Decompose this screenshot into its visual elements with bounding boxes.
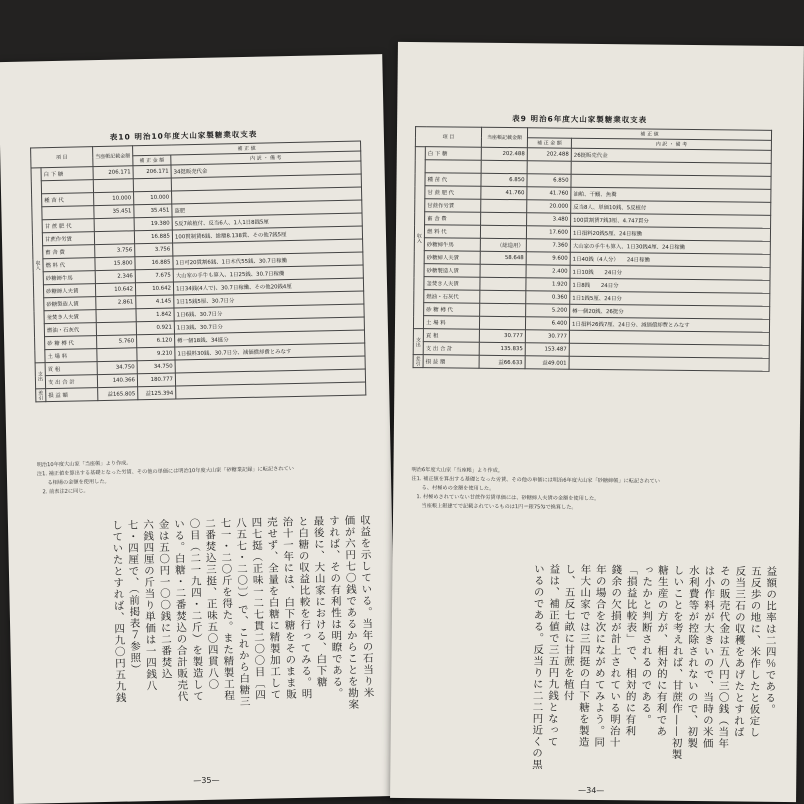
original-amount-cell: 10.642 (95, 283, 135, 297)
table-row (413, 355, 769, 372)
text-column: と白糖の収益比較を行ってみる。明 (296, 515, 313, 700)
item-cell: 砂糖締牛馬 (424, 238, 480, 252)
table-note: 1. 村極めされていない甘蔗作労賃単価には、砂糖締人夫賃の金額を使用した。 (411, 494, 600, 503)
original-amount-cell: 3.756 (95, 244, 135, 258)
text-column: 四七挺（正味一二七貫二〇〇目〔四 (250, 516, 267, 701)
corrected-amount-cell: 17.600 (526, 226, 570, 239)
table-note: る、村極めの金額を使用した。 (411, 485, 495, 492)
original-amount-cell: 15.800 (95, 257, 135, 271)
corrected-amount-cell: 30.777 (525, 330, 569, 343)
item-cell: 白 下 糖 (425, 147, 481, 161)
text-column: いるのである。反当りに二二円近くの黒 (530, 563, 546, 771)
header-breakdown: 内 訳 ・ 備 考 (171, 151, 361, 165)
original-amount-cell: 益66.633 (479, 355, 525, 368)
header-corrected: 補 正 金 額 (133, 155, 171, 166)
breakdown-cell (569, 356, 769, 371)
breakdown-cell: 5反7畝植付、反当6人、1人1日8銭5厘 (172, 213, 362, 230)
original-amount-cell: 41.760 (481, 186, 527, 199)
original-amount-cell: 5.760 (97, 335, 137, 349)
original-amount-cell (97, 348, 137, 362)
original-amount-cell (480, 290, 526, 303)
item-cell: 支 出 合 計 (423, 342, 479, 356)
text-column: 六銭四厘の斤当り単価は一四銭八 (141, 518, 158, 692)
item-cell: 砂糖締人夫賃 (43, 284, 95, 298)
corrected-amount-cell: 6.850 (527, 174, 571, 187)
corrected-amount-cell: 20.000 (527, 200, 571, 213)
corrected-amount-cell: 16.885 (134, 230, 172, 244)
item-cell: 損 益 額 (46, 388, 98, 402)
table-note: 明治6年度大山家「当座帳」より作成。 (411, 467, 504, 475)
corrected-amount-cell: 16.885 (135, 256, 173, 270)
corrected-amount-cell: 4.145 (136, 295, 174, 309)
corrected-amount-cell: 益49.001 (525, 356, 569, 369)
item-cell: 貢 租 (423, 329, 479, 343)
breakdown-cell: 34挺販売代金 (171, 161, 361, 178)
text-column: 最後に、大山家における、白下糖 (312, 515, 328, 689)
header-breakdown: 内 訳 ・ 備 考 (571, 138, 771, 150)
table-note: 2. 前表注2に同じ。 (37, 488, 89, 496)
left-page (0, 54, 398, 804)
original-amount-cell: 135.835 (479, 342, 525, 355)
text-column: は小作料が大きいので、当時の米価 (701, 565, 716, 750)
text-column: 八五七・二〇〕）で、これから白糖三 (234, 516, 251, 708)
header-item: 項 目 (415, 127, 481, 148)
corrected-amount-cell: 5.200 (526, 304, 570, 317)
breakdown-cell: 樽一個20銭、26挺分 (570, 304, 770, 319)
table-note: 注1. 補正値を算出する基礎となった労賃、その他の単価には明治6年度大山家「砂糖締帳」に転記されてい (411, 476, 660, 485)
breakdown-cell: 1日10銭 24日分 (570, 265, 770, 280)
header-corrected: 補 正 金 額 (527, 138, 571, 148)
text-column: 価が六円七〇銭であるからことを勘案 (343, 514, 360, 711)
item-cell (425, 160, 481, 174)
breakdown-cell: 大山家の手牛も算入、1日30銭4厘、24日稼働 (570, 239, 770, 254)
corrected-amount-cell: 3.480 (527, 213, 571, 226)
breakdown-cell: 1日損料20銭5厘、24日稼働 (570, 226, 770, 241)
breakdown-cell: 1日15銭5厘、30.7日分 (174, 291, 364, 308)
item-cell: 砂糖締人夫賃 (424, 251, 480, 265)
corrected-amount-cell: 3.756 (135, 243, 173, 257)
item-cell: 甘 蔗 肥 代 (425, 186, 481, 200)
item-cell: 砂糖製造人賃 (44, 297, 96, 311)
corrected-amount-cell: 202.488 (527, 148, 571, 161)
category-cell: 支出 (413, 329, 423, 355)
corrected-amount-cell: 10.642 (135, 282, 173, 296)
breakdown-cell: 1日損料26銭7厘、24日分、減価償却費とみなす (569, 317, 769, 332)
original-amount-cell (480, 225, 526, 238)
item-cell: 釜焚き人夫賃 (424, 277, 480, 291)
text-column: 「損益比較表」で、相対的に有利 (624, 564, 639, 737)
item-cell: 甘蔗作労賃 (425, 199, 481, 213)
breakdown-cell (176, 382, 366, 399)
corrected-amount-cell: 6.120 (137, 334, 175, 348)
original-amount-cell: 2.861 (96, 296, 136, 310)
corrected-amount-cell: 0.921 (136, 321, 174, 335)
body-text (111, 514, 374, 739)
breakdown-cell: 1日可20貫割6銭、1日木代55銭、30.7日稼働 (173, 252, 363, 269)
accounting-table (413, 126, 773, 372)
original-amount-cell: 2.346 (95, 270, 135, 284)
body-text (530, 563, 778, 771)
table-title: 表9 明治6年度大山家製糖業収支表 (512, 114, 648, 125)
item-cell: 種 苗 代 (42, 193, 94, 207)
category-cell: 差引 (36, 389, 46, 402)
item-cell: 畜 舎 費 (43, 245, 95, 259)
text-column: 七・四厘で、（前掲表７参照） (126, 519, 142, 676)
breakdown-cell: 1日8銭 24日分 (570, 278, 770, 293)
text-column: 錢余の欠損が計上されている明治十 (608, 564, 623, 749)
item-cell: 燃油・石灰代 (44, 323, 96, 337)
corrected-amount-cell: 10.000 (134, 191, 172, 205)
item-cell: 損 益 額 (423, 355, 479, 369)
original-amount-cell (479, 316, 525, 329)
text-column: すれば、その有利性は明瞭である。 (327, 515, 344, 700)
corrected-amount-cell: 0.360 (526, 291, 570, 304)
corrected-amount-cell: 1.920 (526, 278, 570, 291)
item-cell: 貢 租 (45, 362, 97, 376)
text-column: 売せず、全量を白糖に精製加工して (265, 516, 282, 701)
text-column: 年大山家では三四挺の白下糖を製造 (577, 563, 592, 748)
text-column: 水利費等が控除されないので、初製 (686, 564, 701, 750)
item-cell: 甘 蔗 肥 代 (42, 219, 94, 233)
corrected-amount-cell: 2.400 (526, 265, 570, 278)
original-amount-cell: 206.171 (93, 166, 133, 180)
accounting-table (30, 141, 366, 403)
item-cell: 釜焚き人夫賃 (44, 310, 96, 324)
table-note: る相場の金額を使用した。 (37, 478, 110, 487)
corrected-amount-cell: 6.400 (525, 317, 569, 330)
corrected-amount-cell: 34.750 (137, 360, 175, 374)
item-cell: 燃 料 代 (43, 258, 95, 272)
text-column: ったかと判断されるのである。 (639, 564, 654, 726)
text-column: しいことを考えれば、甘蔗作——初製 (670, 564, 685, 761)
header-original: 当座帳記載金額 (93, 146, 133, 167)
original-amount-cell (481, 199, 527, 212)
header-original: 当座帳記載金額 (481, 127, 527, 147)
item-cell: 砂糖締牛馬 (43, 271, 95, 285)
breakdown-cell: 油粕、干鰯、魚糞 (571, 187, 771, 202)
corrected-amount-cell: 9.600 (526, 252, 570, 265)
text-column: 反当三石の収穫をあげたとすれば (732, 565, 747, 739)
item-cell (42, 206, 94, 220)
item-cell: 土 場 料 (45, 349, 97, 363)
breakdown-cell: 1日40銭（4人分） 24日稼働 (570, 252, 770, 267)
category-cell: 支出 (35, 363, 46, 389)
original-amount-cell: 35.451 (94, 205, 134, 219)
original-amount-cell: 34.750 (97, 361, 137, 375)
corrected-amount-cell: 41.760 (527, 187, 571, 200)
breakdown-cell: 26挺販売代金 (571, 148, 771, 163)
corrected-amount-cell: 7.360 (526, 239, 570, 252)
item-cell: 砂糖製造人賃 (424, 264, 480, 278)
text-column: 五反歩の地に、米作したと仮定し (748, 565, 763, 739)
original-amount-cell (94, 231, 134, 245)
breakdown-cell: 1日34銭(4人で)、30.7日稼働、その他20銭4厘 (173, 278, 363, 295)
text-column: 益は、補正値で三五円九銭となって (546, 563, 561, 748)
corrected-amount-cell: 19.380 (134, 217, 172, 231)
breakdown-cell: 大山家の手牛も算入、1日25銭、30.7日稼働 (173, 265, 363, 282)
original-amount-cell (481, 160, 527, 173)
corrected-amount-cell (133, 178, 171, 192)
text-column: 糖生産の方が、相対的に有利であ (655, 564, 670, 738)
original-amount-cell (96, 309, 136, 323)
original-amount-cell: 30.777 (479, 329, 525, 342)
original-amount-cell (480, 303, 526, 316)
right-page (390, 42, 804, 802)
corrected-amount-cell: 7.675 (135, 269, 173, 283)
corrected-amount-cell: 1.842 (136, 308, 174, 322)
original-amount-cell (94, 218, 134, 232)
breakdown-cell: 1日3銭、30.7日分 (174, 317, 364, 334)
original-amount-cell: 140.366 (97, 374, 137, 388)
page-number: —34— (578, 785, 605, 796)
text-column: 金は五〇円一〇〇銭に二番焚込 (157, 518, 173, 680)
corrected-amount-cell: 153.487 (525, 343, 569, 356)
original-amount-cell: 202.488 (481, 147, 527, 160)
category-cell: 差引 (413, 355, 423, 368)
original-amount-cell: 益165.805 (98, 387, 138, 401)
breakdown-cell: 100貫割賃7銭3厘、4.747貫分 (571, 213, 771, 228)
original-amount-cell (93, 179, 133, 193)
corrected-amount-cell: 9.210 (137, 347, 175, 361)
original-amount-cell: 58.648 (480, 251, 526, 264)
breakdown-cell: 1日6銭、30.7日分 (174, 304, 364, 321)
original-amount-cell: 10.000 (94, 192, 134, 206)
text-column: 治十一年には、白下糖をそのまま販 (281, 516, 298, 701)
text-column: していたとすれば、四九〇円五九銭 (110, 519, 127, 704)
text-column: その販売代金は五八円三〇銭（当年 (717, 565, 732, 750)
header-group: 補 正 値 (527, 128, 771, 141)
text-column: し、五反七畝に甘蔗を植付 (562, 563, 577, 702)
text-column: 収益を示している。当年の石当り米 (358, 514, 375, 699)
item-cell: 白 下 糖 (41, 167, 93, 181)
text-column: 七一・二〇斤を得た。また精製工程 (219, 517, 236, 702)
item-cell (41, 180, 93, 194)
corrected-amount-cell: 180.777 (137, 373, 175, 387)
table-title: 表10 明治10年度大山家製糖業収支表 (109, 129, 258, 142)
table-note: 注1. 補正値を算出する基礎となった労賃、その他の単価には明治10年度大山家「砂糖業記録」に転記されてい (36, 466, 294, 478)
original-amount-cell (96, 322, 136, 336)
item-cell: 燃 料 代 (424, 225, 480, 239)
original-amount-cell (481, 212, 527, 225)
table-note: 明治10年度大山家「当座帳」より作成。 (36, 460, 132, 469)
header-group: 補 正 値 (133, 141, 361, 156)
item-cell: 畜 舎 費 (425, 212, 481, 226)
corrected-amount-cell: 益125.394 (138, 386, 176, 400)
item-cell: 種 苗 代 (425, 173, 481, 187)
original-amount-cell: （総造用） (480, 238, 526, 251)
breakdown-cell: 盗肥 (172, 200, 362, 217)
original-amount-cell (480, 277, 526, 290)
text-column: いる。白糖・二番焚込の合計販売代 (172, 518, 189, 703)
breakdown-cell: 100貫制賃6銭、総額8.138貫、その他7銭5厘 (172, 226, 362, 243)
item-cell: 甘蔗作労賃 (42, 232, 94, 246)
corrected-amount-cell: 35.451 (134, 204, 172, 218)
item-cell: 砂 糖 樽 代 (424, 303, 480, 317)
corrected-amount-cell: 206.171 (133, 165, 171, 179)
original-amount-cell (480, 264, 526, 277)
item-cell: 燃油・石灰代 (424, 290, 480, 304)
text-column: 益額の比率は二四％である。 (763, 565, 778, 716)
breakdown-cell: 樽一個18銭、34挺分 (175, 330, 365, 347)
text-column: 年の場合を次にながめてみよう。同 (593, 563, 608, 749)
item-cell: 支 出 合 計 (45, 375, 97, 389)
page-number: —35— (193, 775, 220, 786)
item-cell: 砂 糖 樽 代 (45, 336, 97, 350)
corrected-amount-cell (527, 161, 571, 174)
original-amount-cell: 6.850 (481, 173, 527, 186)
text-column: 〇目（二一九四・二斤）を製造して (188, 517, 205, 703)
category-cell: 収入 (413, 147, 425, 329)
breakdown-cell: 反当8人、単価10銭、5反植付 (571, 200, 771, 215)
header-item: 項 目 (31, 147, 93, 168)
text-column: 二番焚込三挺、正味五〇四貫八〇 (203, 517, 220, 691)
category-cell: 収入 (31, 168, 45, 363)
breakdown-cell: 1日損料30銭、30.7日分、減価償却費とみなす (175, 343, 365, 360)
breakdown-cell: 1日1銭5厘、24日分 (570, 291, 770, 306)
item-cell: 土 場 料 (423, 316, 479, 330)
table-note: 当座帳上銀建てで記載されているものは1円＝銀75匁で換算した。 (411, 503, 577, 511)
